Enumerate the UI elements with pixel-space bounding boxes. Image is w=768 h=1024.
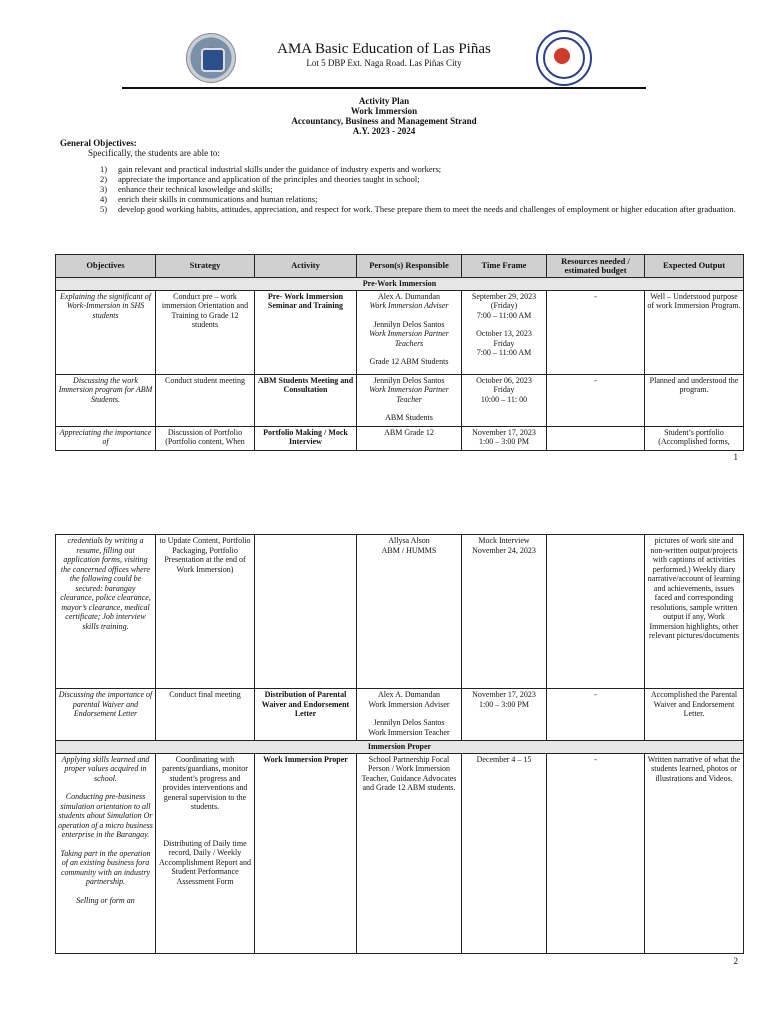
page-2 [0,470,768,1024]
page-number: 1 [733,452,738,462]
list-item: 3) enhance their technical knowledge and skills; [100,184,273,194]
page-1 [0,0,768,470]
table-row: Discussing the importance of parental Waiver and Endorsement Letter Conduct final meeting Distribution of Parental Waiver and Endorsement Letter Alex A. Dumandan Work Immersion Adviser Jennilyn Delos Santos Work Immersion Teacher November 17, 2023 1:00 – 3:00 PM - Accomplished the Parental Waiver and Endorsement Letter. [56,689,744,741]
table-header-row [56,255,744,278]
list-item: 4) enrich their skills in communications and human relations; [100,194,318,204]
activity-plan-table [55,254,744,451]
header-time-frame: Time Frame [462,255,547,278]
header-strategy: Strategy [156,255,255,278]
doc-strand: Accountancy, Business and Management Strand [291,116,477,126]
section-pre-work-immersion: Pre-Work Immersion [56,278,744,291]
school-name: AMA Basic Education of Las Piñas [277,41,491,57]
header-persons: Person(s) Responsible [357,255,462,278]
doc-subtitle: Work Immersion [350,106,418,116]
header-objectives: Objectives [56,255,156,278]
general-objectives-intro: Specifically, the students are able to: [88,148,220,158]
list-item: 2) appreciate the importance and application of the principles and theories taught in school; [100,174,420,184]
table-row: Explaining the significant of Work-Immersion in SHS students Conduct pre – work immersion Orientation and Training to Grade 12 students Pre- Work Immersion Seminar and Training Alex A. Dumandan Work Immersion Adviser Jennilyn Delos Santos Work Immersion Partner Teachers Grade 12 ABM Students September 29, 2023 (Friday) 7:00 – 11:00 AM October 13, 2023 Friday 7:00 – 11:00 AM - Well – Understood purpose of work Immersion Program. [56,290,744,374]
page-number: 2 [733,956,738,966]
doc-year: A.Y. 2023 - 2024 [352,126,416,136]
activity-plan-table-continued [55,534,744,954]
section-immersion-proper: Immersion Proper [56,741,744,754]
header-expected-output: Expected Output [645,255,744,278]
table-row: Applying skills learned and proper values acquired in school. Conducting pre-business simulation orientation to all students about Simulation Or operation of a micro business enterprise in the Barangay. Taking part in the operation of an existing business fora community with an industry partnership. Selling or form an Coordinating with parents/guardians, monitor student’s progress and provides interventions and general supervision to the students. Distributing of Daily time record, Daily / Weekly Accomplishment Report and Student Performance Assessment Form Work Immersion Proper School Partnership Focal Person / Work Immersion Teacher, Guidance Advocates and Grade 12 ABM students. December 4 – 15 - Written narrative of what the students learned, photos or illustrations and Videos. [56,753,744,953]
list-item: 5) develop good working habits, attitudes, appreciation, and respect for work. These prepare them to meet the needs and challenges of employment or higher education after graduation. [100,204,736,214]
list-item: 1) gain relevant and practical industrial skills under the guidance of industry experts and workers; [100,164,442,174]
header-activity: Activity [255,255,357,278]
table-row: credentials by writing a resume, filling out application forms, visiting the concerned offices where the following could be secured: barangay clearance, police clearance, mayor’s clearance, medical certificate; Job interview skills training. to Update Content, Portfolio Packaging, Portfolio Presentation at the end of Work Immersion) Allysa Alson ABM / HUMMS Mock Interview November 24, 2023 pictures of work site and non-written output/projects with captions of activities performed.) Weekly diary narrative/account of learning and achievements, issues faced and corresponding resolutions, sample written output if any, Work Immersion highlights, other relevant pictures/documents [56,535,744,689]
table-row: Discussing the work Immersion program for ABM Students. Conduct student meeting ABM Students Meeting and Consultation Jennilyn Delos Santos Work Immersion Partner Teacher ABM Students October 06, 2023 Friday 10:00 – 11: 00 - Planned and understood the program. [56,374,744,426]
school-address: Lot 5 DBP Ext. Naga Road. Las Piñas City [306,58,462,68]
header-resources: Resources needed / estimated budget [547,255,645,278]
doc-title: Activity Plan [358,96,410,106]
objectives-list [100,164,740,214]
header-rule [122,87,646,89]
general-objectives-heading: General Objectives: [60,138,137,148]
table-row: Appreciating the importance of Discussion of Portfolio (Portfolio content, When Portfolio Making / Mock Interview ABM Grade 12 November 17, 2023 1:00 – 3:00 PM Student’s portfolio (Accomplished forms, [56,426,744,450]
